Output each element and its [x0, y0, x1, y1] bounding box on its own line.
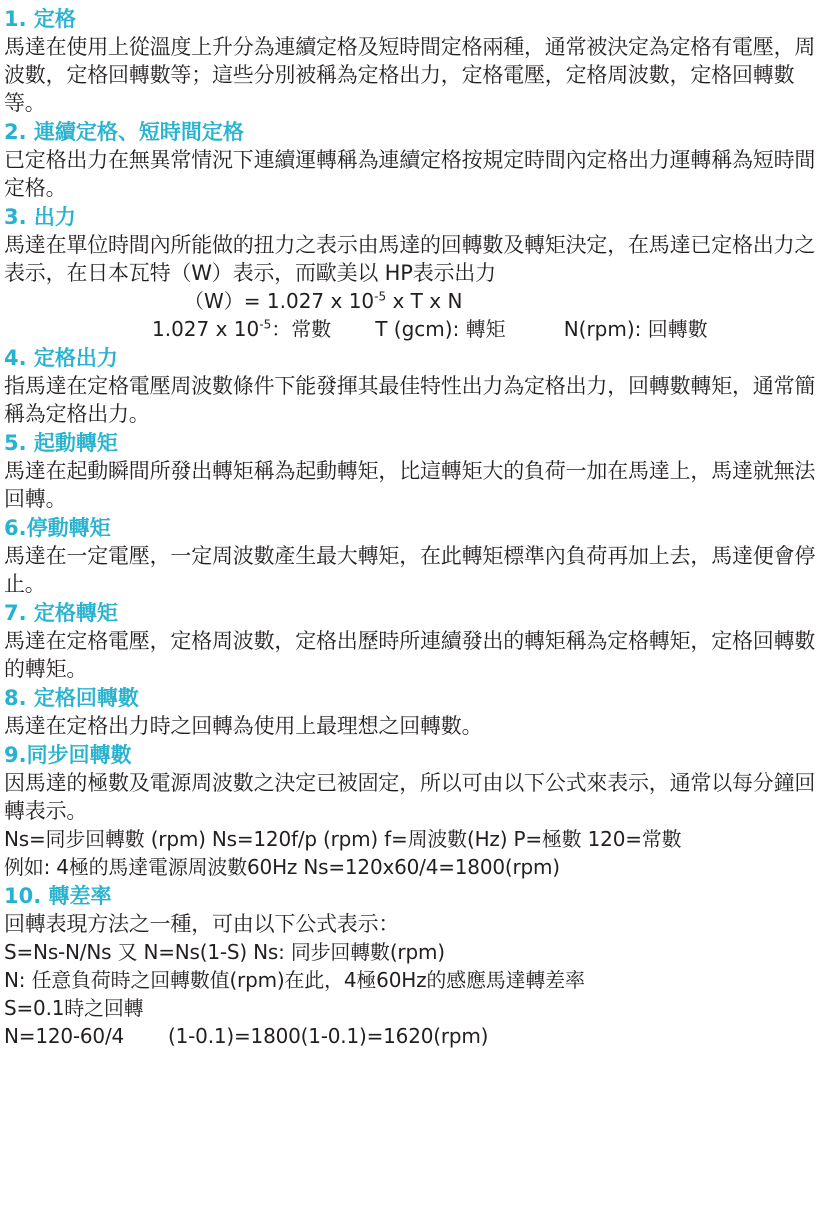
section-heading-2: 2. 連續定格、短時間定格	[4, 120, 244, 144]
output-formula	[4, 287, 826, 315]
slip-result-left: N=120-60/4	[4, 1024, 125, 1048]
sync-speed-formula: Ns=同步回轉數 (rpm) Ns=120f/p (rpm) f=周波數(Hz) P=極數 120=常數	[4, 827, 682, 851]
section-paragraph-9: 因馬達的極數及電源周波數之決定已被固定，所以可由以下公式來表示，通常以每分鐘回轉表示。	[4, 771, 816, 823]
slip-condition: S=0.1時之回轉	[4, 996, 144, 1020]
section-paragraph-4: 指馬達在定格電壓周波數條件下能發揮其最佳特性出力為定格出力，回轉數轉矩，通常簡稱為定格出力。	[4, 374, 816, 426]
legend-torque: T (gcm): 轉矩	[375, 317, 506, 341]
legend-constant-exponent: -5	[259, 317, 272, 332]
section-heading-3: 3. 出力	[4, 205, 76, 229]
output-formula-prefix: （W）= 1.027 x 10	[184, 289, 375, 313]
section-heading-7: 7. 定格轉矩	[4, 601, 118, 625]
slip-definition: N: 任意負荷時之回轉數值(rpm)在此，4極60Hz的感應馬達轉差率	[4, 968, 585, 992]
section-paragraph-1: 馬達在使用上從溫度上升分為連續定格及短時間定格兩種，通常被決定為定格有電壓，周波數，定格回轉數等；這些分別被稱為定格出力，定格電壓，定格周波數，定格回轉數等。	[4, 35, 816, 115]
section-paragraph-5: 馬達在起動瞬間所發出轉矩稱為起動轉矩，比這轉矩大的負荷一加在馬達上，馬達就無法回轉。	[4, 459, 816, 511]
section-heading-10: 10. 轉差率	[4, 884, 112, 908]
section-heading-4: 4. 定格出力	[4, 346, 118, 370]
output-formula-legend	[4, 315, 826, 343]
slip-result	[4, 1022, 826, 1050]
section-paragraph-2: 已定格出力在無異常情況下連續運轉稱為連續定格按規定時間內定格出力運轉稱為短時間定格。	[4, 148, 816, 200]
section-heading-6: 6.停動轉矩	[4, 516, 111, 540]
section-heading-9: 9.同步回轉數	[4, 743, 132, 767]
slip-result-right: (1-0.1)=1800(1-0.1)=1620(rpm)	[168, 1024, 489, 1048]
section-heading-5: 5. 起動轉矩	[4, 431, 118, 455]
legend-constant-suffix: ：常數	[271, 317, 332, 341]
section-paragraph-3: 馬達在單位時間內所能做的扭力之表示由馬達的回轉數及轉矩決定，在馬達已定格出力之表示，在日本瓦特（W）表示，而歐美以 HP表示出力	[4, 233, 816, 285]
section-paragraph-8: 馬達在定格出力時之回轉為使用上最理想之回轉數。	[4, 714, 483, 738]
legend-constant-prefix: 1.027 x 10	[152, 317, 260, 341]
sync-speed-example: 例如: 4極的馬達電源周波數60Hz Ns=120x60/4=1800(rpm)	[4, 855, 560, 879]
section-paragraph-7: 馬達在定格電壓，定格周波數，定格出歷時所連續發出的轉矩稱為定格轉矩，定格回轉數的轉矩。	[4, 629, 816, 681]
slip-formula: S=Ns-N/Ns 又 N=Ns(1-S) Ns: 同步回轉數(rpm)	[4, 940, 445, 964]
legend-rpm: N(rpm): 回轉數	[563, 317, 708, 341]
section-paragraph-6: 馬達在一定電壓，一定周波數產生最大轉矩，在此轉矩標準內負荷再加上去，馬達便會停止。	[4, 544, 816, 596]
section-heading-1: 1. 定格	[4, 7, 76, 31]
output-formula-exponent: -5	[374, 289, 387, 304]
output-formula-suffix: x T x N	[386, 289, 463, 313]
section-heading-8: 8. 定格回轉數	[4, 686, 139, 710]
slip-intro: 回轉表現方法之一種，可由以下公式表示：	[4, 912, 400, 936]
